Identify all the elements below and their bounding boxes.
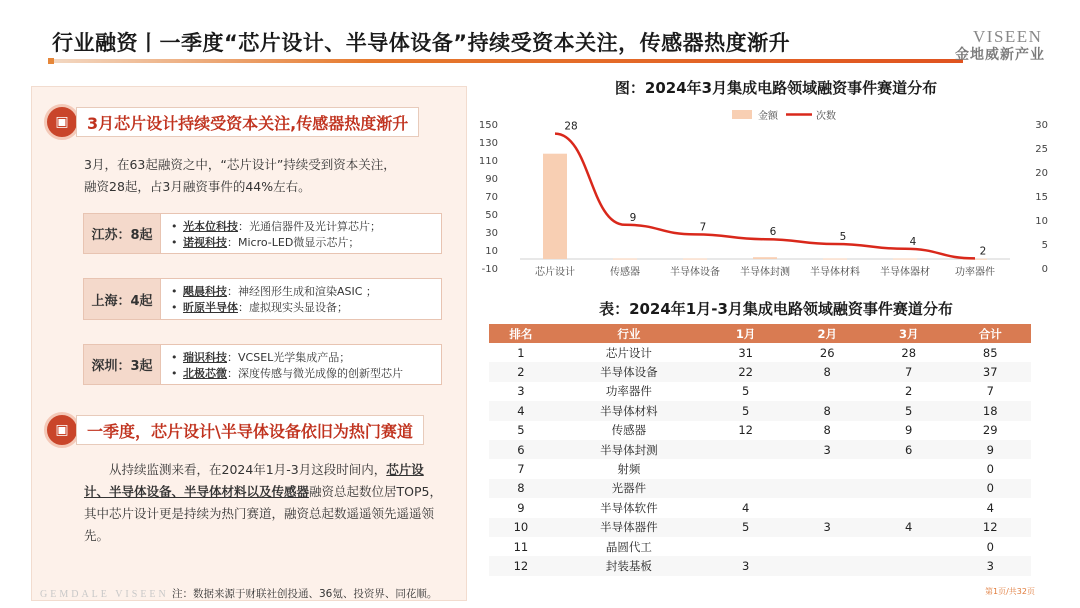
bar (753, 257, 777, 259)
table-cell (786, 479, 868, 498)
table-cell: 5 (705, 518, 787, 537)
y-left-tick-label: 70 (485, 192, 498, 203)
legend-label: 次数 (816, 111, 836, 122)
logo-en: VISEEN (973, 27, 1043, 46)
table-cell: 3 (517, 384, 525, 399)
table-cell: 8 (489, 479, 553, 498)
y-right-tick-label: 10 (1035, 216, 1048, 227)
y-left-tick-label: 90 (485, 174, 498, 185)
table-cell: 2 (489, 362, 553, 381)
region-label: 江苏：8起 (83, 213, 161, 254)
chart-title: 图：2024年3月集成电路领域融资事件赛道分布 (614, 79, 938, 97)
table-row (489, 440, 1031, 459)
region-shenzhen (83, 344, 442, 385)
y-left-tick-label: 30 (485, 228, 498, 239)
table-cell: 8 (786, 362, 868, 381)
table-cell: 8 (786, 401, 868, 420)
table-cell: 3 (949, 556, 1031, 575)
x-tick-label: 传感器 (610, 267, 640, 278)
y-right-tick-label: 25 (1035, 144, 1048, 155)
table-cell (786, 382, 868, 401)
table-cell: 5 (517, 423, 525, 438)
y-left-tick-label: 10 (485, 246, 498, 257)
y-left-tick-label: 150 (478, 120, 498, 131)
table-row (489, 556, 1031, 575)
data-label: 5 (839, 231, 847, 243)
x-tick-label: 半导体器材 (880, 267, 930, 278)
building-icon: ▣ (44, 412, 80, 448)
data-label: 9 (629, 211, 637, 224)
footer-brand: GEMDALE VISEEN (40, 589, 169, 600)
x-tick-label: 芯片设计 (535, 267, 575, 278)
combo-chart (470, 100, 1070, 290)
table-cell: 37 (949, 362, 1031, 381)
table-cell (705, 459, 787, 478)
region-label: 上海：4起 (83, 278, 161, 320)
y-left-tick-label: -10 (481, 264, 498, 275)
table-cell: 26 (819, 345, 835, 360)
data-label: 4 (909, 235, 917, 248)
table-row (489, 362, 1031, 381)
y-right-tick-label: 30 (1035, 120, 1048, 131)
table-cell: 晶圆代工 (605, 539, 652, 554)
table-cell: 0 (986, 462, 994, 477)
table-cell: 光器件 (553, 479, 705, 498)
table-cell: 6 (489, 440, 553, 459)
table-cell: 半导体材料 (553, 401, 705, 420)
table-cell: 3 (705, 556, 787, 575)
table-cell: 1 (517, 345, 525, 360)
table-row (489, 343, 1031, 362)
table-cell: 9 (905, 423, 913, 438)
table-header-row (489, 324, 1031, 343)
table-cell: 10 (489, 518, 553, 537)
x-tick-label: 功率器件 (955, 267, 995, 278)
table-cell: 12 (738, 423, 753, 438)
region-list (161, 278, 442, 320)
y-right-tick-label: 20 (1035, 168, 1048, 179)
list-item: • 诺视科技：Micro-LED微显示芯片； (169, 235, 433, 251)
page-title: 行业融资丨一季度“芯片设计、半导体设备”持续受资本关注，传感器热度渐升 (52, 31, 791, 55)
col-header: 排名 (489, 324, 553, 343)
table-cell: 半导体器件 (553, 518, 705, 537)
table-cell (868, 498, 950, 517)
table-cell: 8 (823, 423, 831, 438)
table-cell: 22 (705, 362, 787, 381)
table-cell: 85 (982, 345, 998, 360)
table-cell (786, 459, 868, 478)
table-title: 表：2024年1月-3月集成电路领域融资事件赛道分布 (599, 300, 953, 318)
table-cell (705, 440, 787, 459)
region-jiangsu (83, 213, 442, 254)
table-cell: 半导体封测 (553, 440, 705, 459)
list-item: • 昕原半导体：虚拟现实头显设备； (169, 300, 433, 316)
col-header: 行业 (553, 324, 705, 343)
logo-cn: 金地威新产业 (955, 47, 1045, 63)
y-right-tick-label: 0 (1041, 264, 1048, 275)
title-accent-dot (48, 58, 54, 64)
table-cell: 0 (949, 479, 1031, 498)
col-header: 3月 (868, 324, 950, 343)
data-label: 7 (699, 221, 707, 234)
bar (823, 259, 847, 260)
region-list (161, 213, 442, 254)
list-item: • 瑞识科技：VCSEL光学集成产品； (169, 350, 433, 366)
table-cell: 半导体设备 (553, 362, 705, 381)
table-cell: 6 (868, 440, 950, 459)
table-cell: 封装基板 (553, 556, 705, 575)
table-cell: 9 (949, 440, 1031, 459)
table-cell (705, 537, 787, 556)
table-cell: 4 (742, 500, 750, 515)
table-cell: 0 (986, 539, 994, 554)
table-cell: 9 (517, 500, 525, 515)
table-cell: 7 (517, 462, 525, 477)
section2-heading (44, 412, 424, 448)
legend-label: 金额 (758, 111, 778, 122)
section2-paragraph: 从持续监测来看，在2024年1月-3月这段时间内，芯片设计、半导体设备、半导体材料以及传感器融资总起数位居TOP5，其中芯片设计更是持续为热门赛道，融资总起数遥遥领先遥遥领先。 (84, 462, 442, 543)
table-cell: 28 (901, 345, 917, 360)
table-cell: 芯片设计 (605, 345, 652, 360)
table-cell (868, 459, 950, 478)
section2-title: 一季度，芯片设计\半导体设备依旧为热门赛道 (76, 415, 424, 445)
list-item: • 飓晨科技：神经图形生成和渲染ASIC ； (169, 284, 433, 300)
list-item: • 北极芯微：深度传感与微光成像的创新型芯片 (169, 366, 433, 382)
table-cell (868, 479, 950, 498)
data-label: 28 (564, 120, 578, 133)
table-cell: 12 (489, 556, 553, 575)
table-cell (786, 537, 868, 556)
table-row (489, 479, 1031, 498)
table-cell: 半导体软件 (600, 500, 658, 515)
table-cell: 4 (868, 518, 950, 537)
x-tick-label: 半导体材料 (810, 267, 860, 278)
y-right-tick-label: 15 (1035, 192, 1048, 203)
section1-heading (44, 104, 419, 140)
x-tick-label: 半导体封测 (740, 267, 790, 278)
table-cell: 4 (986, 500, 994, 515)
region-list (161, 344, 442, 385)
y-left-tick-label: 130 (478, 138, 498, 149)
table-cell: 31 (738, 345, 753, 360)
bar (613, 259, 637, 260)
table-cell (786, 498, 868, 517)
y-left-tick-label: 50 (485, 210, 498, 221)
table-cell: 5 (705, 401, 787, 420)
bar (543, 154, 567, 259)
building-icon: ▣ (44, 104, 80, 140)
list-item: • 光本位科技：光通信器件及光计算芯片； (169, 219, 433, 235)
section1-paragraph: 3月，在63起融资之中，“芯片设计”持续受到资本关注， 融资28起，占3月融资事件的44%左右。 (84, 157, 396, 194)
legend-swatch-bar (732, 110, 752, 119)
page-number: 第1页/共32页 (985, 587, 1035, 596)
data-label: 2 (979, 245, 987, 258)
title-underline (48, 59, 963, 63)
col-header: 合计 (949, 324, 1031, 343)
bar (893, 259, 917, 260)
section1-title: 3月芯片设计持续受资本关注,传感器热度渐升 (76, 107, 419, 137)
table-cell: 传感器 (611, 423, 647, 438)
table-cell (868, 537, 950, 556)
table-row (489, 518, 1031, 537)
table-cell: 12 (949, 518, 1031, 537)
col-header: 2月 (786, 324, 868, 343)
region-label: 深圳：3起 (83, 344, 161, 385)
table-row (489, 537, 1031, 556)
y-left-tick-label: 110 (478, 156, 498, 167)
table-cell (868, 556, 950, 575)
table-cell: 18 (949, 401, 1031, 420)
table-row (489, 459, 1031, 478)
table-row (489, 421, 1031, 440)
table-cell: 3 (786, 518, 868, 537)
col-header: 1月 (705, 324, 787, 343)
table-cell (786, 556, 868, 575)
source-note: 注：数据来源于财联社创投通、36氪、投资界、同花顺。 (172, 588, 438, 600)
table-cell: 11 (513, 539, 529, 554)
table-cell: 3 (786, 440, 868, 459)
table-cell: 5 (742, 384, 750, 399)
table-cell: 2 (905, 384, 913, 399)
table-cell: 29 (982, 423, 998, 438)
y-right-tick-label: 5 (1041, 240, 1048, 251)
x-tick-label: 半导体设备 (670, 267, 720, 278)
bar (683, 259, 707, 260)
table-row (489, 401, 1031, 420)
table-cell: 射频 (617, 462, 641, 477)
table-cell: 功率器件 (605, 384, 652, 399)
table-cell: 4 (489, 401, 553, 420)
table-row (489, 382, 1031, 401)
table-cell: 7 (986, 384, 994, 399)
region-shanghai (83, 278, 442, 320)
table-cell: 5 (868, 401, 950, 420)
table-row (489, 498, 1031, 517)
table-cell (705, 479, 787, 498)
data-table (489, 324, 1031, 576)
table-cell: 7 (868, 362, 950, 381)
data-label: 6 (769, 226, 777, 239)
